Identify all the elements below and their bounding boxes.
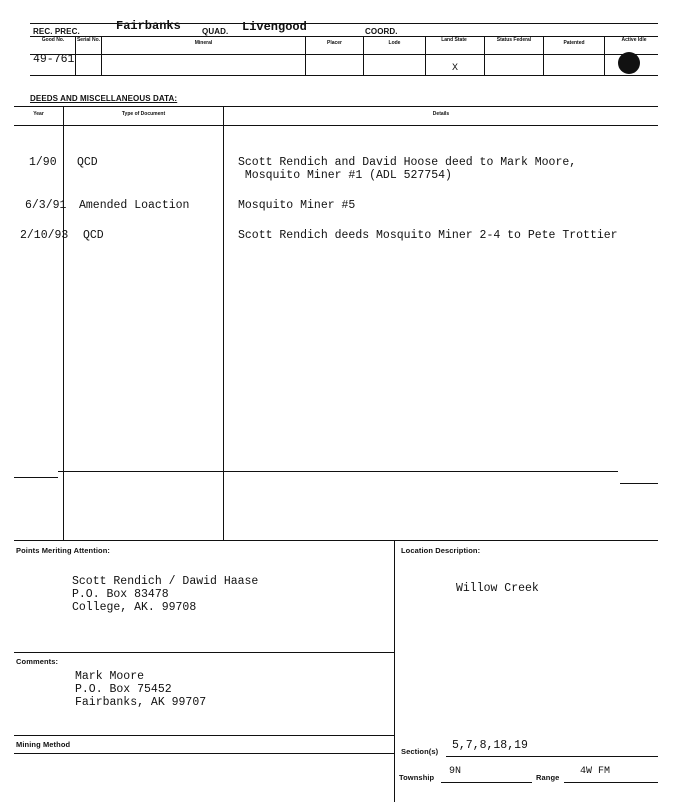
deed-row-2-details: Mosquito Miner #5 xyxy=(238,199,356,212)
serial-value: 49-761 xyxy=(33,53,75,66)
deed-row-3-year: 2/10/93 xyxy=(20,229,69,242)
deed-row-2-type: Amended Loaction xyxy=(79,199,190,212)
location-label: Location Description: xyxy=(401,546,481,555)
section-value: 5,7,8,18,19 xyxy=(452,739,528,752)
col-lode: Lode xyxy=(388,40,401,46)
coord-label: COORD. xyxy=(365,27,398,36)
deeds-section-title: DEEDS AND MISCELLANEOUS DATA: xyxy=(30,94,178,103)
col-serial-no: Serial No. xyxy=(76,37,101,43)
deed-row-3-type: QCD xyxy=(83,229,104,242)
deed-row-3-details: Scott Rendich deeds Mosquito Miner 2-4 to Pete Trottier xyxy=(238,229,618,242)
township-value: 9N xyxy=(449,766,462,777)
col-year: Year xyxy=(33,111,44,117)
col-active-idle: Active Idle xyxy=(621,37,647,43)
col-placer: Placer xyxy=(326,40,342,46)
rec-prec-value: Fairbanks xyxy=(116,19,181,33)
location-value: Willow Creek xyxy=(456,582,539,595)
quad-label: QUAD. xyxy=(202,27,229,36)
deed-row-2-year: 6/3/91 xyxy=(25,199,67,212)
township-label: Township xyxy=(399,773,435,782)
deed-row-1-year: 1/90 xyxy=(29,156,57,169)
col-mineral: Mineral xyxy=(194,40,213,46)
active-filled-circle xyxy=(618,52,640,74)
quad-value: Livengood xyxy=(242,20,307,34)
points-text: Scott Rendich / Dawid Haase P.O. Box 83478 College, AK. 99708 xyxy=(72,575,259,614)
range-value: 4W FM xyxy=(580,766,611,777)
rec-prec-label: REC. PREC. xyxy=(33,27,80,36)
range-label: Range xyxy=(536,773,560,782)
deed-row-1-type: QCD xyxy=(77,156,98,169)
points-label: Points Meriting Attention: xyxy=(16,546,110,555)
deed-row-1-details: Scott Rendich and David Hoose deed to Mark Moore, Mosquito Miner #1 (ADL 527754) xyxy=(238,156,577,182)
comments-label: Comments: xyxy=(16,657,59,666)
mining-method-label: Mining Method xyxy=(16,740,71,749)
col-type: Type of Document xyxy=(121,111,166,117)
col-land-state: Land State xyxy=(441,37,467,43)
land-state-mark: X xyxy=(452,63,459,74)
section-label: Section(s) xyxy=(401,747,439,756)
col-patented: Patented xyxy=(563,40,585,46)
col-status-federal: Status Federal xyxy=(496,37,532,43)
col-good-no: Good No. xyxy=(41,37,65,43)
comments-text: Mark Moore P.O. Box 75452 Fairbanks, AK 99707 xyxy=(75,670,207,709)
col-details: Details xyxy=(432,111,450,117)
